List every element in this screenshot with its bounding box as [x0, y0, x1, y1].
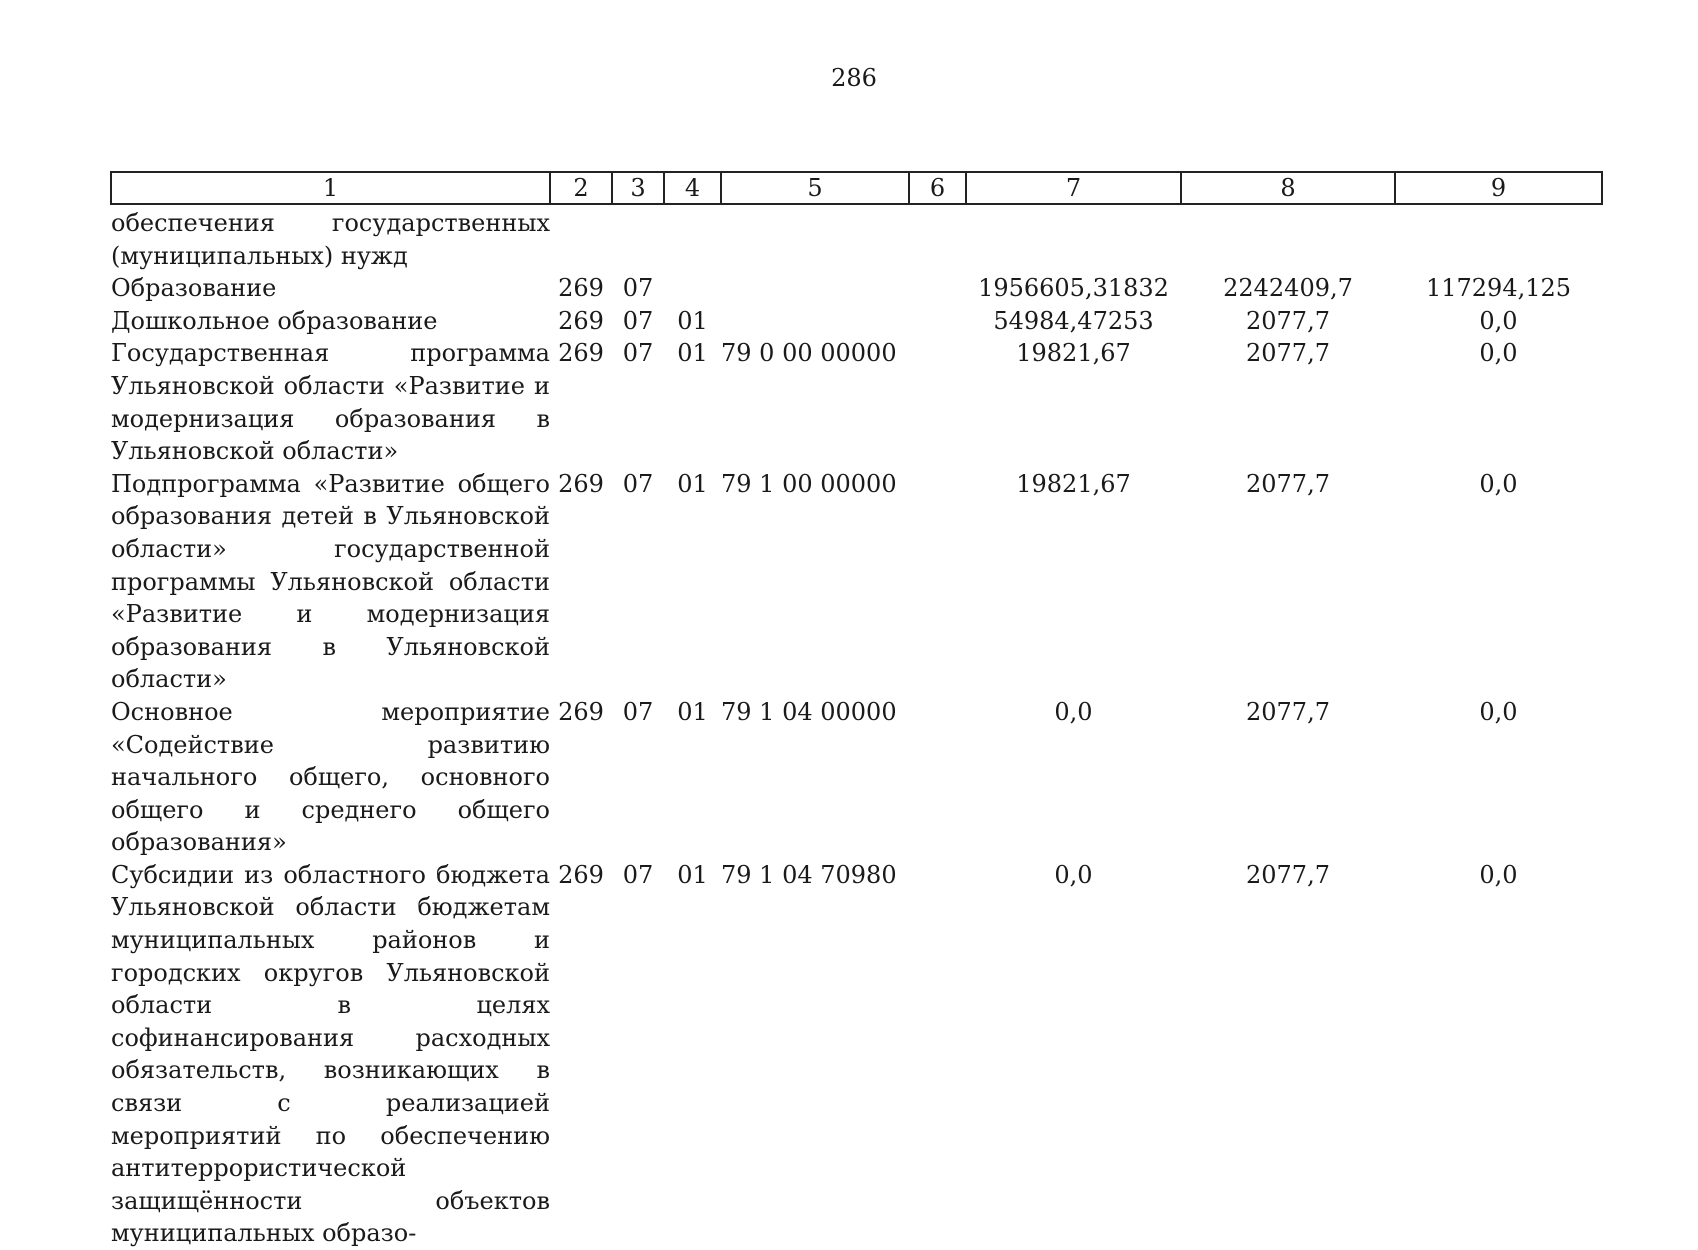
- column-header-6: 6: [909, 172, 966, 204]
- row-sum-8: [1181, 204, 1395, 272]
- table-row: [111, 272, 1602, 305]
- row-cs: 79 1 00 00000: [721, 469, 897, 498]
- row-ved: [550, 204, 612, 272]
- row-rz: [612, 204, 664, 272]
- row-sum-9: 117294,125: [1425, 274, 1572, 303]
- row-sum-8: 2077,7: [1246, 339, 1330, 368]
- row-rz: 07: [622, 860, 654, 889]
- row-ved: 269: [558, 306, 604, 335]
- header-row: [111, 172, 1602, 204]
- row-rz: 07: [622, 697, 654, 726]
- row-ved: 269: [558, 860, 604, 889]
- column-header-2: 2: [550, 172, 612, 204]
- row-ved: 269: [558, 339, 604, 368]
- row-ved: 269: [558, 697, 604, 726]
- row-vr: [909, 272, 966, 305]
- row-cs: 79 1 04 70980: [721, 860, 897, 889]
- row-cs: [721, 272, 909, 305]
- row-sum-9: [1395, 204, 1602, 272]
- column-header-8: 8: [1181, 172, 1395, 204]
- row-rz: 07: [622, 339, 654, 368]
- row-sum-8: 2077,7: [1246, 306, 1330, 335]
- row-name: Основное мероприятие «Содействие развитию начального общего, основного общего и среднего общего образования»: [111, 697, 550, 857]
- row-pr: 01: [677, 697, 708, 726]
- row-pr: [664, 204, 721, 272]
- row-sum-7: 19821,67: [1016, 339, 1131, 368]
- row-sum-7: [966, 204, 1181, 272]
- column-header-7: 7: [966, 172, 1181, 204]
- row-name: Образование: [111, 274, 277, 303]
- table-header: [111, 172, 1602, 204]
- table-row: [111, 696, 1602, 859]
- row-name: Подпрограмма «Развитие общего образования детей в Ульяновской области» государственной программы Ульяновской области «Развитие и модернизация образования в Ульяновской области»: [111, 469, 550, 694]
- row-vr: [909, 696, 966, 859]
- row-cs: [721, 204, 909, 272]
- row-rz: 07: [622, 469, 654, 498]
- budget-table: [110, 171, 1603, 1250]
- table-row: [111, 204, 1602, 272]
- row-sum-7: 1956605,31832: [978, 274, 1169, 303]
- row-sum-7: 54984,47253: [993, 306, 1154, 335]
- row-pr: 01: [677, 860, 708, 889]
- row-sum-9: 0,0: [1479, 860, 1518, 889]
- row-name: Дошкольное образование: [111, 306, 438, 335]
- row-rz: 07: [622, 274, 654, 303]
- row-sum-7: 19821,67: [1016, 469, 1131, 498]
- row-sum-9: 0,0: [1479, 339, 1518, 368]
- row-pr: 01: [677, 469, 708, 498]
- row-pr: [664, 272, 721, 305]
- column-header-9: 9: [1395, 172, 1602, 204]
- row-sum-8: 2077,7: [1246, 469, 1330, 498]
- row-sum-7: 0,0: [1054, 860, 1093, 889]
- row-sum-9: 0,0: [1479, 469, 1518, 498]
- row-sum-8: 2077,7: [1246, 860, 1330, 889]
- table-row: [111, 859, 1602, 1250]
- row-ved: 269: [558, 469, 604, 498]
- row-cs: 79 1 04 00000: [721, 697, 897, 726]
- row-sum-8: 2242409,7: [1223, 274, 1353, 303]
- row-cs: 79 0 00 00000: [721, 339, 897, 368]
- column-header-4: 4: [664, 172, 721, 204]
- row-sum-7: 0,0: [1054, 697, 1093, 726]
- row-name: Субсидии из областного бюджета Ульяновской области бюджетам муниципальных районов и городских округов Ульяновской области в целях софинансирования расходных обязательств, возникающих в связи с реализацией мероприятий по обеспечению антитеррористической защищённости объектов муниципальных образо-: [111, 860, 550, 1248]
- row-vr: [909, 305, 966, 338]
- table-body: [111, 204, 1602, 1250]
- row-sum-9: 0,0: [1479, 306, 1518, 335]
- row-rz: 07: [622, 306, 654, 335]
- row-vr: [909, 337, 966, 467]
- row-name: Государственная программа Ульяновской области «Развитие и модернизация образования в Ульяновской области»: [111, 339, 550, 466]
- column-header-5: 5: [721, 172, 909, 204]
- row-sum-9: 0,0: [1479, 697, 1518, 726]
- page-number: 286: [831, 64, 877, 92]
- row-pr: 01: [677, 306, 708, 335]
- row-sum-8: 2077,7: [1246, 697, 1330, 726]
- row-cs: [721, 305, 909, 338]
- column-header-1: 1: [111, 172, 550, 204]
- row-ved: 269: [558, 274, 604, 303]
- row-vr: [909, 859, 966, 1250]
- row-vr: [909, 468, 966, 696]
- table-row: [111, 305, 1602, 338]
- row-name: обеспечения государственных (муниципальных) нужд: [111, 209, 550, 270]
- table-row: [111, 468, 1602, 696]
- row-vr: [909, 204, 966, 272]
- column-header-3: 3: [612, 172, 664, 204]
- row-pr: 01: [677, 339, 708, 368]
- table-row: [111, 337, 1602, 467]
